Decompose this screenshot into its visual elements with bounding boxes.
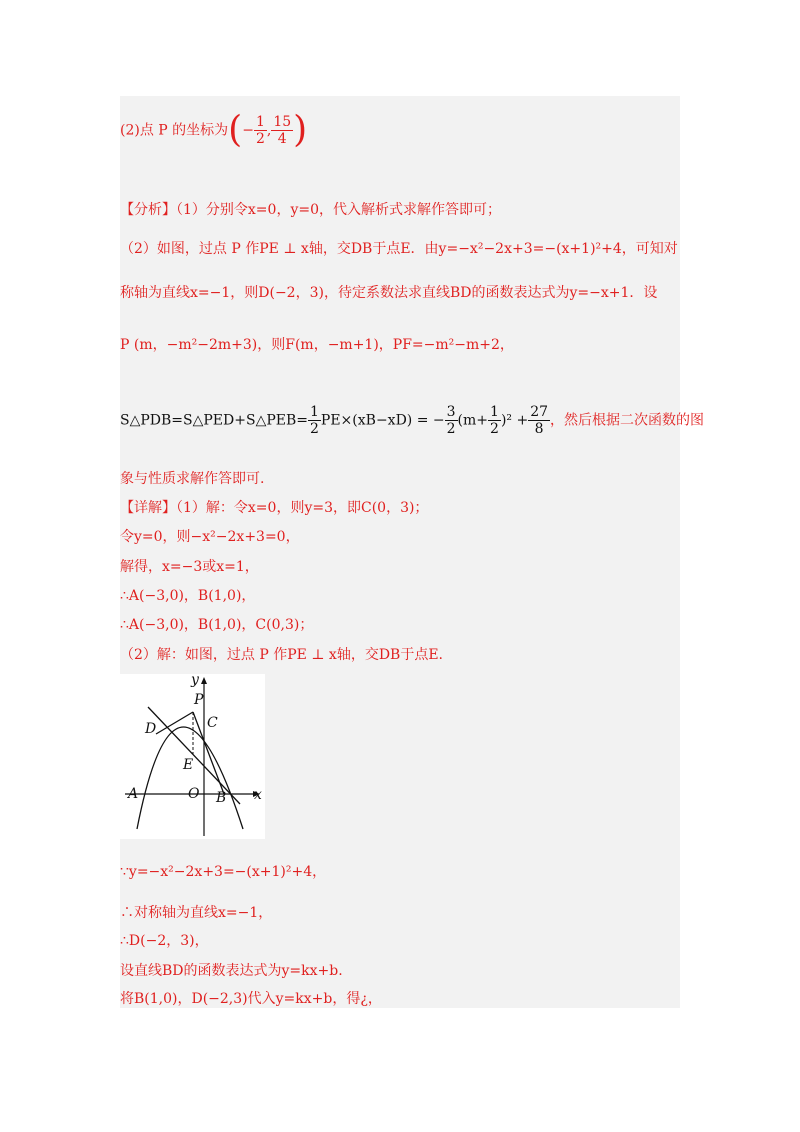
label-b: B — [216, 790, 227, 806]
line-detail-7: ∵y=−x²−2x+3=−(x+1)²+4， — [120, 864, 327, 880]
comma: , — [266, 122, 272, 139]
minus-sign: − — [242, 122, 254, 139]
paren-open: (m+ — [457, 412, 489, 429]
label-p: P — [194, 692, 204, 708]
denominator: 4 — [277, 131, 287, 147]
line-analysis-3: 称轴为直线x=−1，则D(−2，3)，待定系数法求直线BD的函数表达式为y=−x+1．设 — [120, 285, 658, 301]
numerator: 1 — [310, 404, 319, 420]
line-analysis-4: P (m，−m²−2m+3)，则F(m，−m+1)，PF=−m²−m+2， — [120, 337, 514, 353]
y-axis-arrow-icon — [201, 677, 207, 684]
numerator: 15 — [273, 114, 292, 130]
denominator: 8 — [534, 421, 544, 437]
label-e: E — [183, 757, 194, 773]
label-d: D — [145, 721, 157, 737]
line-detail-9: ∴D(−2，3)， — [120, 933, 209, 949]
fraction-neg-half — [254, 114, 267, 147]
denominator: 2 — [446, 421, 456, 437]
label-c: C — [207, 715, 218, 731]
parabola-diagram — [120, 674, 265, 839]
parabola-curve — [137, 727, 243, 829]
line-analysis-1: 【分析】（1）分别令x=0，y=0，代入解析式求解作答即可； — [120, 202, 501, 218]
area-sum: S△PDB=S△PED+S△PEB= — [120, 412, 308, 429]
line-area-formula — [120, 404, 704, 437]
line-detail-4: ∴A(−3,0)，B(1,0)， — [120, 588, 256, 604]
numerator: 3 — [446, 404, 456, 420]
point-p-label: (2)点 P 的坐标为 — [120, 122, 229, 139]
label-a: A — [128, 786, 139, 802]
numerator: 27 — [530, 404, 549, 420]
fraction-half — [308, 404, 321, 437]
numerator: 1 — [490, 404, 499, 420]
line-detail-8: ∴对称轴为直线x=−1， — [120, 905, 273, 921]
fraction-15-4 — [271, 114, 293, 147]
numerator: 1 — [255, 114, 265, 130]
area-middle: PE×(xB−xD) = − — [320, 412, 445, 429]
fraction-three-halves — [445, 404, 458, 437]
line-analysis-2: （2）如图，过点 P 作PE ⊥ x轴，交DB于点E．由y=−x²−2x+3=−(x+1)²+4，可知对 — [120, 241, 678, 257]
line-detail-3: 解得，x=−3或x=1， — [120, 559, 259, 575]
line-detail-5: ∴A(−3,0)，B(1,0)，C(0,3)； — [120, 617, 314, 633]
line-detail-1: 【详解】（1）解：令x=0，则y=3，即C(0，3)； — [120, 500, 429, 516]
label-x: x — [254, 787, 262, 803]
label-y: y — [191, 674, 199, 688]
parabola-svg — [120, 674, 265, 839]
line-detail-10: 设直线BD的函数表达式为y=kx+b. — [120, 963, 343, 979]
area-conclusion: ，然后根据二次函数的图 — [550, 412, 705, 429]
paren-open: ( — [228, 109, 243, 151]
paren-close-squared: )² + — [500, 412, 529, 429]
denominator: 2 — [490, 421, 499, 437]
line-detail-6: （2）解：如图，过点 P 作PE ⊥ x轴，交DB于点E. — [120, 647, 444, 663]
fraction-27-8 — [528, 404, 550, 437]
solution-panel — [120, 96, 705, 1008]
denominator: 2 — [255, 131, 265, 147]
denominator: 2 — [310, 421, 319, 437]
label-o: O — [188, 786, 200, 802]
line-detail-2: 令y=0，则−x²−2x+3=0， — [120, 529, 300, 545]
fraction-half-2 — [488, 404, 501, 437]
line-point-p-coordinates — [120, 109, 308, 151]
line-analysis-5: 象与性质求解作答即可. — [120, 471, 265, 487]
line-detail-11: 将B(1,0)，D(−2,3)代入y=kx+b，得¿， — [120, 991, 382, 1007]
paren-close: ) — [293, 109, 308, 151]
